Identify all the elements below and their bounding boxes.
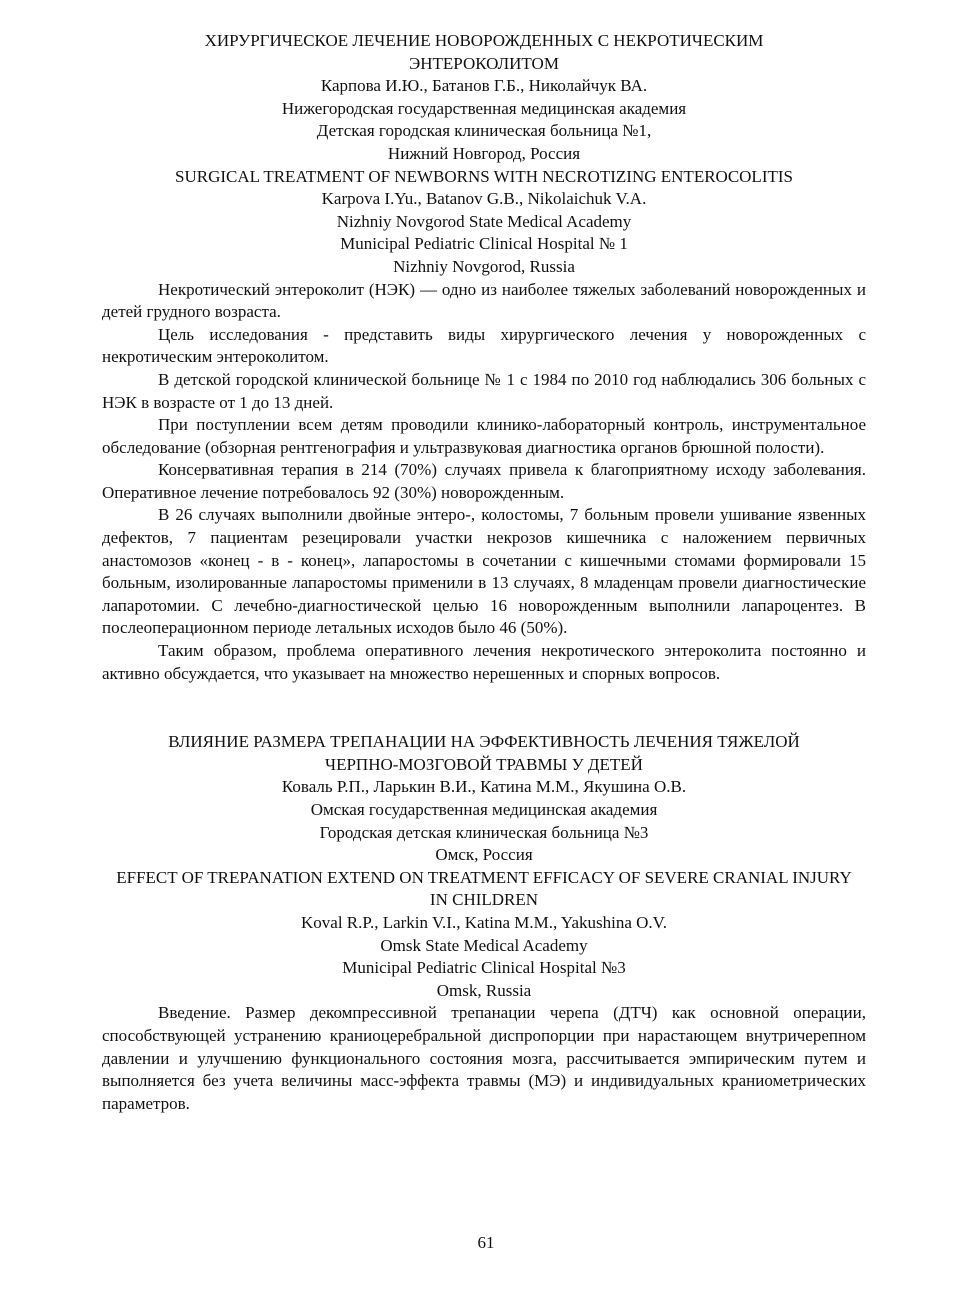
article-affiliation-ru: Детская городская клиническая больница №1, bbox=[316, 121, 652, 141]
article-affiliation-ru: Городская детская клиническая больница №3 bbox=[319, 822, 649, 842]
article-city-en: Omsk, Russia bbox=[436, 980, 532, 1000]
article-city-ru: Омск, Россия bbox=[435, 845, 533, 865]
article-authors-en: Karpova I.Yu., Batanov G.B., Nikolaichuk V.A. bbox=[321, 189, 647, 209]
article-affiliation-en: Municipal Pediatric Clinical Hospital №3 bbox=[342, 958, 626, 978]
body-paragraph: В 26 случаях выполнили двойные энтеро-, колостомы, 7 больным провели ушивание язвенных дефектов, 7 пациентам резецировали участки некрозов кишечника с наложением первичных анастомозов «конец - в - конец», лапаростомы в сочетании с кишечными стомами формировали 15 больным, изолированные лапаростомы применили в 13 случаях, 8 младенцам провели диагностические лапаротомии. С лечебно-диагностической целью 16 новорожденным выполнили лапароцентез. В послеоперационном периоде летальных исходов было 46 (50%). bbox=[102, 505, 866, 638]
article-title-en: SURGICAL TREATMENT OF NEWBORNS WITH NECROTIZING ENTEROCOLITIS bbox=[175, 166, 793, 186]
article-affiliation-en: Nizhniy Novgorod State Medical Academy bbox=[336, 211, 632, 231]
article-city-ru: Нижний Новгород, Россия bbox=[387, 143, 581, 163]
body-paragraph: Цель исследования - представить виды хирургического лечения у новорожденных с некротическим энтероколитом. bbox=[102, 324, 866, 367]
body-paragraph: В детской городской клинической больнице № 1 с 1984 по 2010 год наблюдались 306 больных с НЭК в возрасте от 1 до 13 дней. bbox=[102, 369, 866, 412]
body-paragraph: Таким образом, проблема оперативного лечения некротического энтероколита постоянно и активно обсуждается, что указывает на множество нерешенных и спорных вопросов. bbox=[102, 641, 866, 683]
article-authors-ru: Коваль Р.П., Ларькин В.И., Катина М.М., Якушина О.В. bbox=[281, 777, 687, 797]
article-city-en: Nizhniy Novgorod, Russia bbox=[393, 256, 575, 276]
body-paragraph: При поступлении всем детям проводили клинико-лабораторный контроль, инструментальное обследование (обзорная рентгенография и ультразвуковая диагностика органов брюшной полости). bbox=[102, 415, 866, 457]
document-page bbox=[102, 30, 866, 1115]
page-number: 61 bbox=[477, 1233, 495, 1252]
article-trepanation-effect bbox=[102, 731, 866, 1115]
article-authors-ru: Карпова И.Ю., Батанов Г.Б., Николайчук ВА. bbox=[320, 76, 648, 96]
body-paragraph: Введение. Размер декомпрессивной трепанации черепа (ДТЧ) как основной операции, способствующей устранению краниоцеребральной диспропорции при нарастающем внутричерепном давлении и улучшению функционального состояния мозга, рассчитывается эмпирическим путем и выполняется без учета величины масс-эффекта травмы (МЭ) и индивидуальных краниометрических параметров. bbox=[102, 1003, 866, 1113]
article-affiliation-en: Omsk State Medical Academy bbox=[380, 935, 588, 955]
article-affiliation-en: Municipal Pediatric Clinical Hospital № 1 bbox=[340, 234, 628, 254]
article-title-ru: ХИРУРГИЧЕСКОЕ ЛЕЧЕНИЕ НОВОРОЖДЕННЫХ С НЕКРОТИЧЕСКИМ ЭНТЕРОКОЛИТОМ bbox=[204, 31, 764, 73]
article-necrotizing-enterocolitis bbox=[102, 30, 866, 685]
article-title-en: EFFECT OF TREPANATION EXTEND ON TREATMENT EFFICACY OF SEVERE CRANIAL INJURY IN CHILDREN bbox=[116, 867, 852, 910]
article-affiliation-ru: Нижегородская государственная медицинская академия bbox=[281, 98, 687, 118]
article-affiliation-ru: Омская государственная медицинская академия bbox=[310, 800, 658, 819]
body-paragraph: Консервативная терапия в 214 (70%) случаях привела к благоприятному исходу заболевания. Оперативное лечение потребовалось 92 (30%) новорожденным. bbox=[102, 460, 866, 502]
article-title-ru: ВЛИЯНИЕ РАЗМЕРА ТРЕПАНАЦИИ НА ЭФФЕКТИВНОСТЬ ЛЕЧЕНИЯ ТЯЖЕЛОЙ ЧЕРПНО-МОЗГОВОЙ ТРАВМЫ У ДЕТЕЙ bbox=[168, 732, 800, 774]
article-authors-en: Koval R.P., Larkin V.I., Katina M.M., Yakushina O.V. bbox=[301, 912, 667, 932]
body-paragraph: Некротический энтероколит (НЭК) — одно из наиболее тяжелых заболеваний новорожденных и детей грудного возраста. bbox=[102, 279, 866, 322]
section-spacer bbox=[102, 685, 866, 731]
